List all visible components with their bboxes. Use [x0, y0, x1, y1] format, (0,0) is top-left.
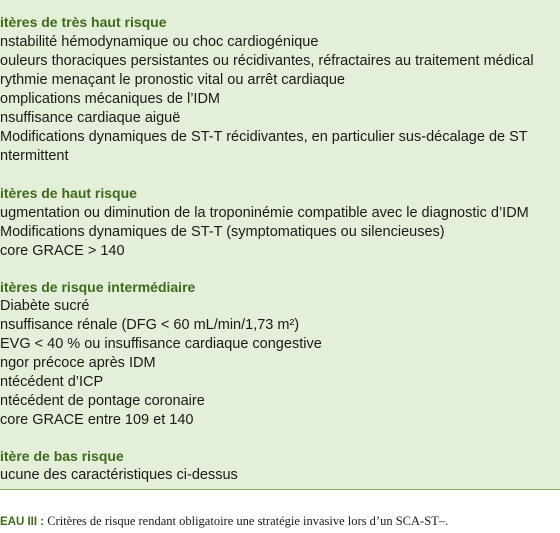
criterion-item: Diabète sucré	[0, 298, 90, 314]
criterion-item: ngor précoce après IDM	[0, 355, 156, 371]
criterion-item: Modifications dynamiques de ST-T récidivantes, en particulier sus-décalage de ST	[0, 129, 528, 145]
criterion-item: ntécédent de pontage coronaire	[0, 393, 205, 409]
criterion-item: core GRACE entre 109 et 140	[0, 412, 194, 428]
section-title: itères de haut risque	[0, 185, 137, 201]
section-title: itères de risque intermédiaire	[0, 279, 196, 295]
caption-text: Critères de risque rendant obligatoire une stratégie invasive lors d’un SCA-ST–.	[44, 514, 449, 528]
criterion-item: ugmentation ou diminution de la troponinémie compatible avec le diagnostic d’IDM	[0, 205, 529, 221]
criterion-item: ntermittent	[0, 148, 69, 164]
criterion-item: nsuffisance cardiaque aiguë	[0, 110, 181, 126]
criterion-item: nsuffisance rénale (DFG < 60 mL/min/1,73 m²)	[0, 317, 300, 333]
criterion-item: ntécédent d’ICP	[0, 374, 104, 390]
criterion-item: ucune des caractéristiques ci-dessus	[0, 467, 238, 483]
section-title: itère de bas risque	[0, 448, 124, 464]
section-title: itères de très haut risque	[0, 14, 167, 30]
caption-label: EAU III :	[0, 516, 45, 528]
criterion-item: EVG < 40 % ou insuffisance cardiaque congestive	[0, 336, 322, 352]
criterion-item: rythmie menaçant le pronostic vital ou arrêt cardiaque	[0, 72, 345, 88]
criterion-item: ouleurs thoraciques persistantes ou récidivantes, réfractaires au traitement médical	[0, 53, 534, 69]
criterion-item: Modifications dynamiques de ST-T (symptomatiques ou silencieuses)	[0, 224, 445, 240]
criterion-item: omplications mécaniques de l’IDM	[0, 91, 221, 107]
criterion-item: nstabilité hémodynamique ou choc cardiogénique	[0, 34, 319, 50]
table-caption	[0, 514, 448, 529]
criterion-item: core GRACE > 140	[0, 243, 125, 259]
